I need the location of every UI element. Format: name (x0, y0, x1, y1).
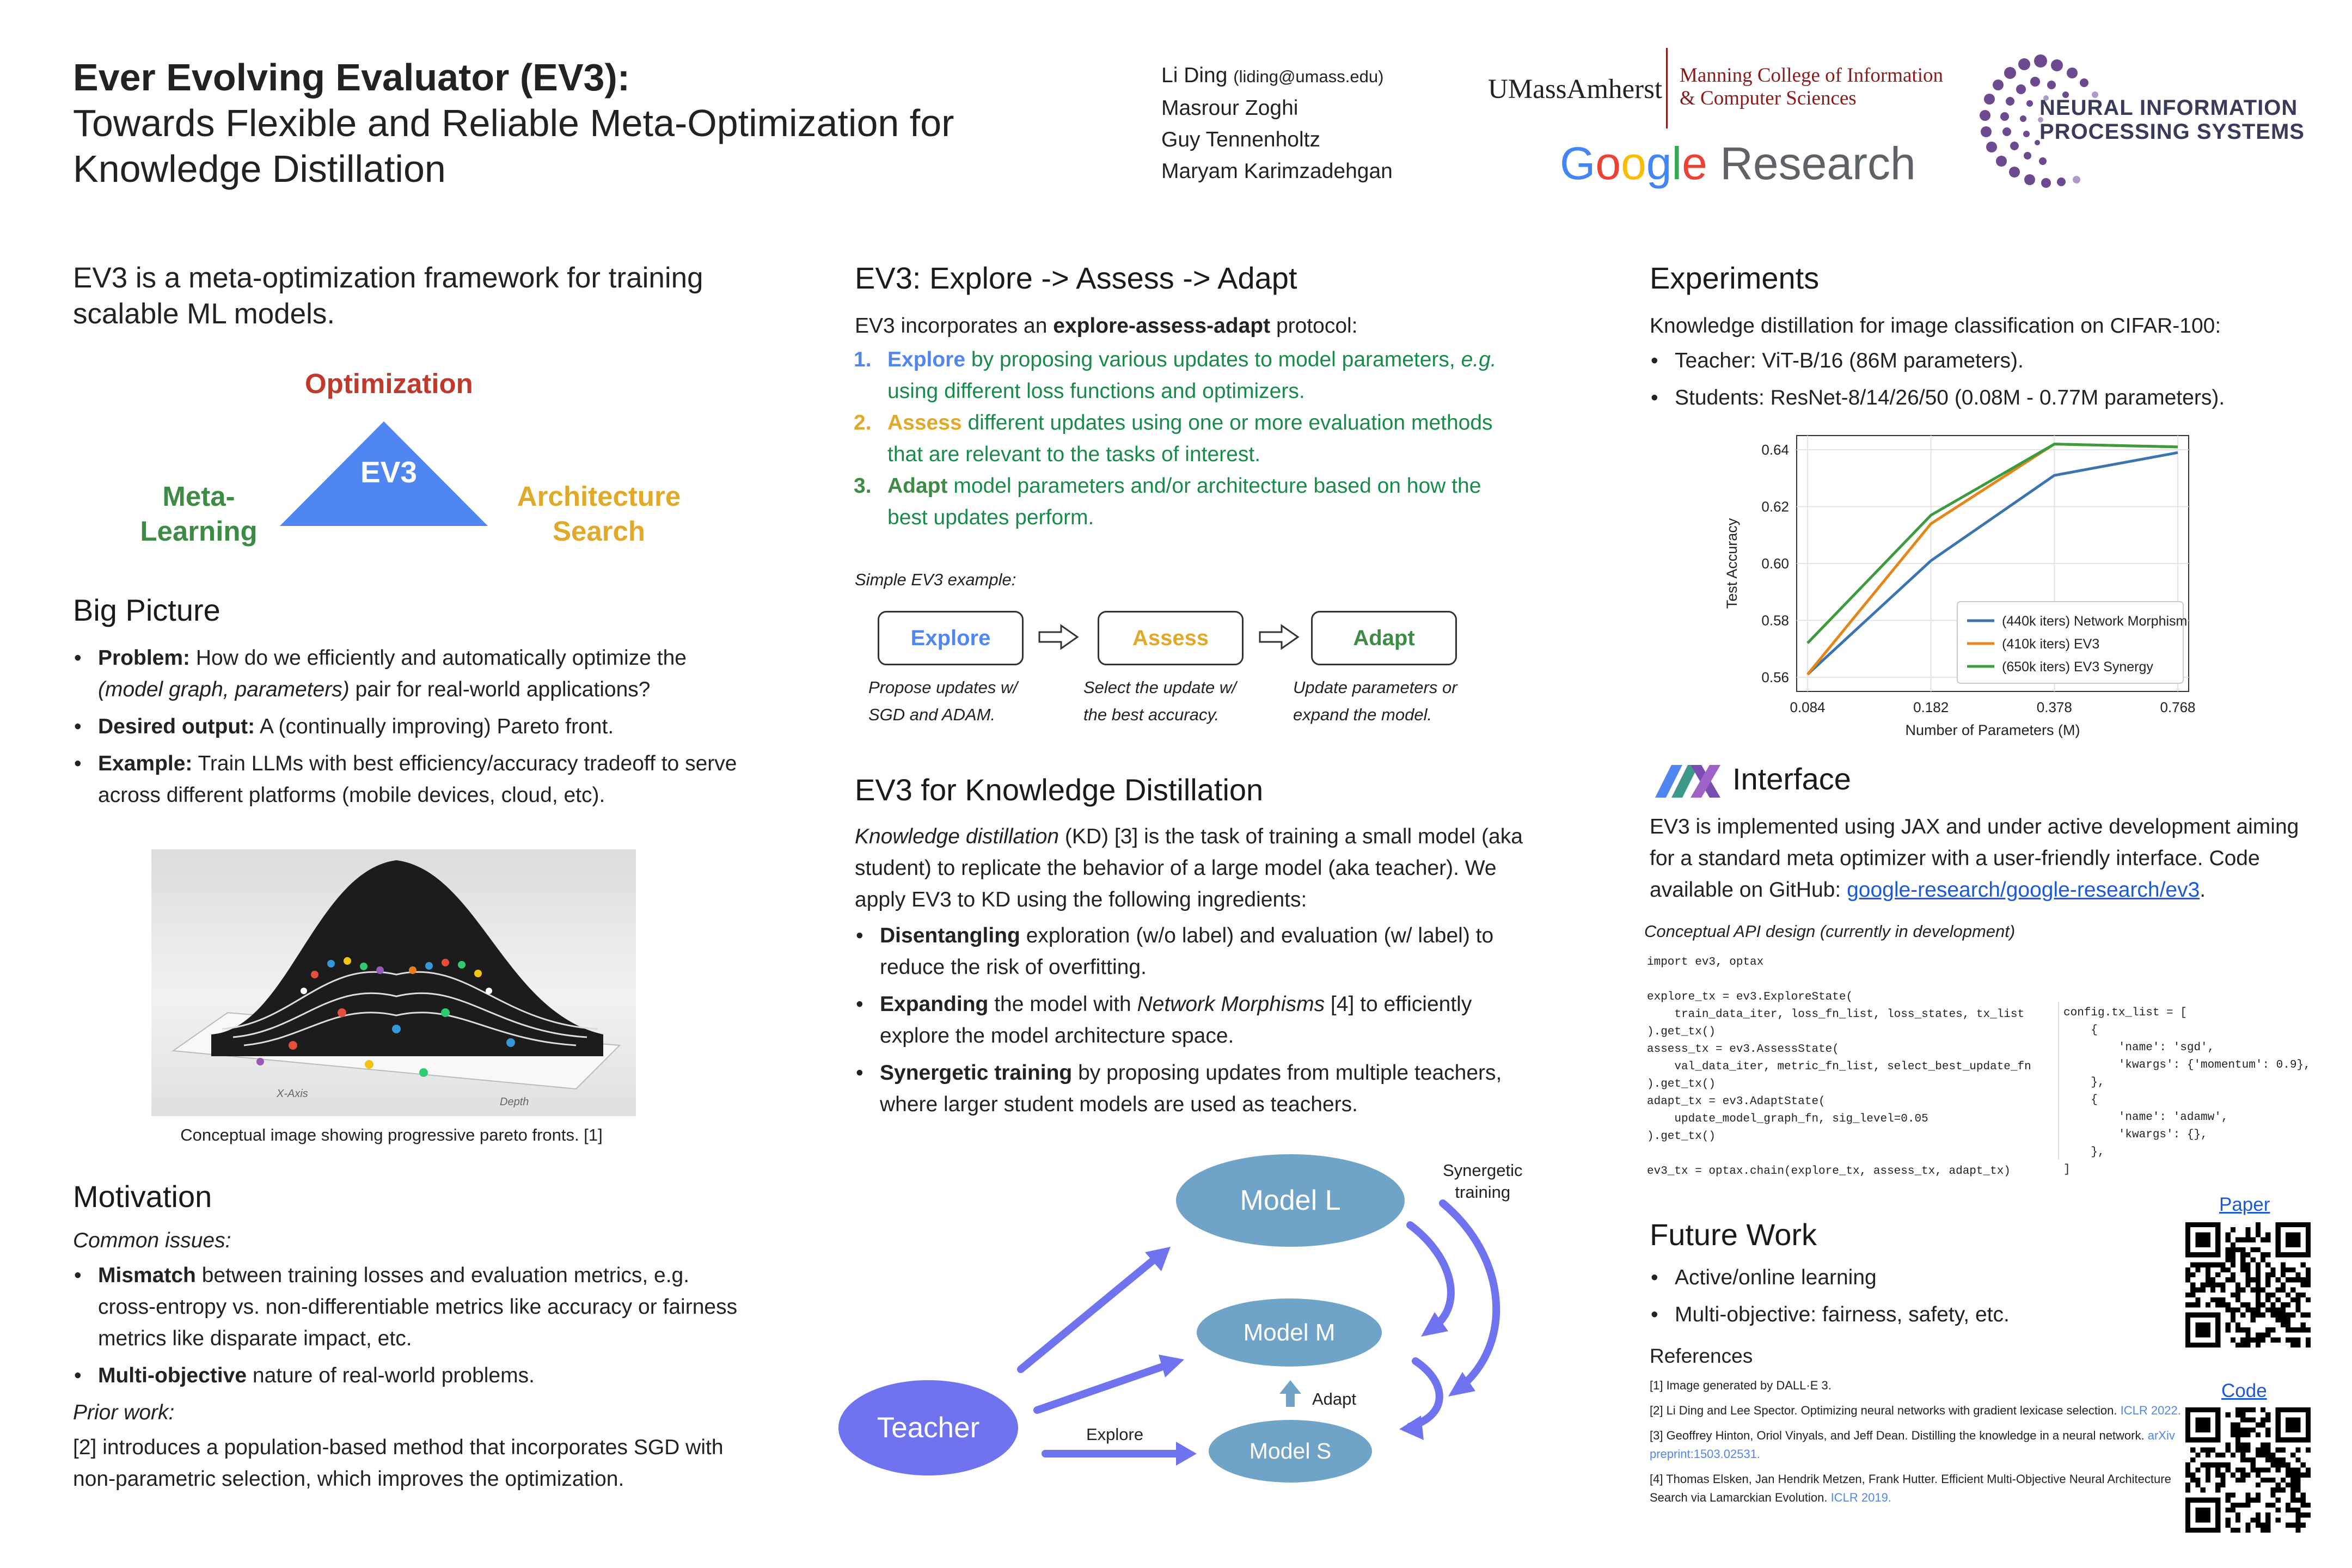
big-picture-heading: Big Picture (73, 593, 220, 627)
legend-entry: (440k iters) Network Morphism (2002, 614, 2188, 629)
poster-title (73, 54, 1107, 192)
example-caption: Simple EV3 example: (855, 570, 1016, 589)
code-line: update_model_graph_fn, sig_level=0.05 (1647, 1113, 1928, 1125)
x-axis-label: Number of Parameters (M) (1905, 722, 2080, 738)
y-axis-label: Test Accuracy (1724, 518, 1740, 609)
future-work-heading: Future Work (1650, 1217, 1817, 1252)
triangle-center-label: EV3 (360, 455, 417, 489)
umass-logo: UMassAmherst (1488, 74, 1663, 105)
future-item-1: • Active/online learning (1675, 1262, 2140, 1294)
code-link[interactable]: Code (2221, 1380, 2267, 1401)
code-line: import ev3, optax (1647, 956, 1764, 969)
author-list (1161, 60, 1393, 187)
multi-objective-item: • Multi-objective nature of real-world problems. (98, 1360, 743, 1392)
synergetic-label: Synergetic training (1443, 1161, 1523, 1202)
students-item: • Students: ResNet-8/14/26/50 (0.08M - 0.77M parameters). (1675, 382, 2319, 414)
neurips-text: NEURAL INFORMATION PROCESSING SYSTEMS (2039, 96, 2305, 144)
code-line: ).get_tx() (1647, 1026, 1716, 1038)
future-work-list (1650, 1262, 2140, 1336)
author-4: Maryam Karimzadehgan (1161, 160, 1393, 183)
code-qr-code[interactable] (2185, 1407, 2311, 1533)
code-line: assess_tx = ev3.AssessState( (1647, 1043, 1839, 1056)
code-line: ).get_tx() (1647, 1078, 1716, 1091)
interface-heading: Interface (1732, 762, 1851, 796)
code-line: ] (2063, 1163, 2071, 1176)
motivation-body (73, 1225, 743, 1495)
flow-explore-box: Explore (878, 611, 1024, 665)
flow-explore-desc: Propose updates w/ SGD and ADAM. (868, 678, 1018, 724)
qr-modules (2185, 1407, 2311, 1533)
kd-body (855, 821, 1530, 1126)
flow-assess-desc: Select the update w/ the best accuracy. (1083, 678, 1236, 724)
problem-item: • Problem: How do we efficiently and automatically optimize the (model graph, parameters) pair for real-world applications? (98, 642, 743, 706)
model-s-node: Model S (1209, 1420, 1372, 1483)
flow-adapt-box: Adapt (1311, 611, 1457, 665)
experiments-body (1650, 310, 2319, 419)
author-1: Li Ding (liding@umass.edu) (1161, 64, 1384, 87)
y-tick-label: 0.64 (1761, 442, 1789, 458)
reference-3: [3] Geoffrey Hinton, Oriol Vinyals, and Jeff Dean. Distilling the knowledge in a neural network. arXiv preprint:1503.02531. (1650, 1429, 2175, 1461)
code-line: train_data_iter, loss_fn_list, loss_states, tx_list (1647, 1008, 2025, 1021)
teacher-item: • Teacher: ViT-B/16 (86M parameters). (1675, 345, 2319, 377)
protocol-item-assess: 2. Assess different updates using one or more evaluation methods that are relevant to the tasks of interest. (854, 411, 1493, 466)
api-code-left (1647, 954, 2031, 1180)
protocol-body (855, 310, 1524, 534)
flow-adapt-desc: Update parameters or expand the model. (1293, 678, 1457, 724)
model-l-node: Model L (1176, 1154, 1405, 1247)
example-item: • Example: Train LLMs with best efficiency/accuracy tradeoff to serve across different platforms (mobile devices, cloud, etc). (98, 748, 743, 811)
kd-item-synergetic: • Synergetic training by proposing updates from multiple teachers, where larger student models are used as teachers. (880, 1057, 1530, 1120)
teacher-node: Teacher (838, 1380, 1018, 1475)
legend-entry: (410k iters) EV3 (2002, 636, 2100, 652)
title-line-2: Towards Flexible and Reliable Meta-Optimization for (73, 102, 954, 144)
qr-code-icon (2185, 1222, 2311, 1347)
author-2: Masrour Zoghi (1161, 96, 1298, 120)
api-code-right (2063, 1004, 2311, 1179)
jax-logo (1650, 754, 1726, 803)
meta-learning-label: Meta- Learning (140, 481, 258, 547)
github-link[interactable]: google-research/google-research/ev3 (1847, 878, 2200, 902)
model-m-node: Model M (1197, 1298, 1382, 1367)
interface-body: EV3 is implemented using JAX and under active development aiming for a standard meta optimizer with a user-friendly interface. Code available on GitHub: google-research/google-research/ev3. (1650, 815, 2299, 902)
mismatch-item: • Mismatch between training losses and evaluation metrics, e.g. cross-entropy vs. non-differentiable metrics like accuracy or fairness metrics like disparate impact, etc. (98, 1260, 743, 1355)
y-tick-label: 0.58 (1761, 612, 1789, 629)
reference-4: [4] Thomas Elsken, Jan Hendrik Metzen, Frank Hutter. Efficient Multi-Objective Neural Architecture Search via Lamarckian Evolution. ICLR 2019. (1650, 1472, 2171, 1504)
architecture-search-label: Architecture Search (517, 481, 681, 547)
code-line: 'kwargs': {}, (2063, 1129, 2208, 1141)
ev3-triangle-figure (125, 359, 724, 555)
svg-text:X-Axis: X-Axis (277, 1088, 308, 1100)
accuracy-chart-svg (1715, 419, 2205, 751)
code-line: }, (2063, 1146, 2105, 1159)
reference-2: [2] Li Ding and Lee Spector. Optimizing neural networks with gradient lexicase selection. ICLR 2022. (1650, 1404, 2181, 1417)
code-line: val_data_iter, metric_fn_list, select_best_update_fn (1647, 1061, 2031, 1073)
kd-item-disentangling: • Disentangling exploration (w/o label) and evaluation (w/ label) to reduce the risk of overfitting. (880, 920, 1530, 983)
pareto-surface-icon (151, 849, 636, 1116)
author-3: Guy Tennenholtz (1161, 128, 1320, 151)
protocol-heading: EV3: Explore -> Assess -> Adapt (855, 261, 1297, 295)
kd-diagram (833, 1154, 1541, 1535)
qr-modules (2185, 1222, 2311, 1347)
explore-edge-label: Explore (1086, 1425, 1144, 1444)
code-line (1647, 1146, 2031, 1163)
code-line: ).get_tx() (1647, 1130, 1716, 1143)
prior-work-label: Prior work: (73, 1401, 175, 1424)
code-line: { (2063, 1094, 2098, 1106)
big-picture-list (73, 642, 743, 817)
prior-work-text: [2] introduces a population-based method that incorporates SGD with non-parametric selection, which improves the optimization. (73, 1436, 724, 1491)
adapt-edge-label: Adapt (1312, 1389, 1357, 1408)
flow-arrow-icon (1258, 623, 1301, 651)
y-tick-label: 0.62 (1761, 498, 1789, 515)
neurips-logo (1975, 49, 2329, 196)
flow-arrow-icon (1037, 623, 1081, 651)
code-line: 'name': 'adamw', (2063, 1111, 2228, 1124)
x-tick-label: 0.378 (2036, 699, 2072, 715)
y-tick-label: 0.60 (1761, 555, 1789, 572)
code-line: adapt_tx = ev3.AdaptState( (1647, 1095, 1826, 1108)
optimization-label: Optimization (305, 368, 473, 399)
paper-link[interactable]: Paper (2219, 1194, 2270, 1215)
y-tick-label: 0.56 (1761, 669, 1789, 685)
kd-item-expanding: • Expanding the model with Network Morphisms [4] to efficiently explore the model architecture space. (880, 989, 1530, 1052)
jax-icon (1650, 754, 1726, 803)
future-item-2: • Multi-objective: fairness, safety, etc. (1675, 1299, 2140, 1331)
pareto-image-caption: Conceptual image showing progressive pareto fronts. [1] (180, 1125, 603, 1144)
code-line (1647, 971, 2031, 989)
flow-assess-box: Assess (1098, 611, 1244, 665)
code-line: ev3_tx = optax.chain(explore_tx, assess_tx, adapt_tx) (1647, 1165, 2011, 1178)
code-line: explore_tx = ev3.ExploreState( (1647, 991, 1853, 1003)
protocol-intro: EV3 incorporates an explore-assess-adapt protocol: (855, 314, 1358, 338)
kd-heading: EV3 for Knowledge Distillation (855, 773, 1264, 807)
x-tick-label: 0.768 (2160, 699, 2196, 715)
intro-headline: EV3 is a meta-optimization framework for training scalable ML models. (73, 262, 703, 330)
title-line-1: Ever Evolving Evaluator (EV3): (73, 56, 630, 99)
experiments-heading: Experiments (1650, 261, 1820, 295)
accuracy-chart (1715, 419, 2205, 751)
pareto-concept-image (151, 849, 636, 1116)
logo-divider (1666, 48, 1668, 128)
protocol-item-explore: 1. Explore by proposing various updates to model parameters, e.g. using different loss functions and optimizers. (854, 348, 1497, 403)
output-item: • Desired output: A (continually improving) Pareto front. (98, 711, 743, 743)
title-line-3: Knowledge Distillation (73, 148, 446, 190)
experiments-intro: Knowledge distillation for image classification on CIFAR-100: (1650, 314, 2221, 338)
code-line: 'name': 'sgd', (2063, 1042, 2215, 1054)
legend-entry: (650k iters) EV3 Synergy (2002, 659, 2153, 675)
x-tick-label: 0.084 (1790, 699, 1826, 715)
google-research-logo: Google Research (1560, 138, 1916, 189)
protocol-item-adapt: 3. Adapt model parameters and/or architecture based on how the best updates perform. (854, 474, 1481, 529)
reference-1: [1] Image generated by DALL·E 3. (1650, 1379, 1832, 1392)
common-issues-label: Common issues: (73, 1229, 231, 1252)
code-line: 'kwargs': {'momentum': 0.9}, (2063, 1059, 2311, 1071)
x-tick-label: 0.182 (1913, 699, 1949, 715)
paper-qr-code[interactable] (2185, 1222, 2311, 1347)
code-line: config.tx_list = [ (2063, 1007, 2187, 1019)
code-divider (2058, 1002, 2059, 1160)
qr-code-icon (2185, 1407, 2311, 1533)
kd-intro: Knowledge distillation (KD) [3] is the task of training a small model (aka student) to replicate the behavior of a large model (aka teacher). We apply EV3 to KD using the following ingredients: (855, 825, 1523, 911)
references-list (1650, 1376, 2194, 1507)
manning-logo: Manning College of Information & Computer Sciences (1680, 64, 1943, 109)
references-heading: References (1650, 1345, 1753, 1367)
motivation-heading: Motivation (73, 1179, 212, 1214)
code-line: }, (2063, 1076, 2105, 1089)
api-caption: Conceptual API design (currently in development) (1644, 922, 2016, 941)
code-line: { (2063, 1024, 2098, 1037)
svg-text:Depth: Depth (500, 1096, 529, 1108)
